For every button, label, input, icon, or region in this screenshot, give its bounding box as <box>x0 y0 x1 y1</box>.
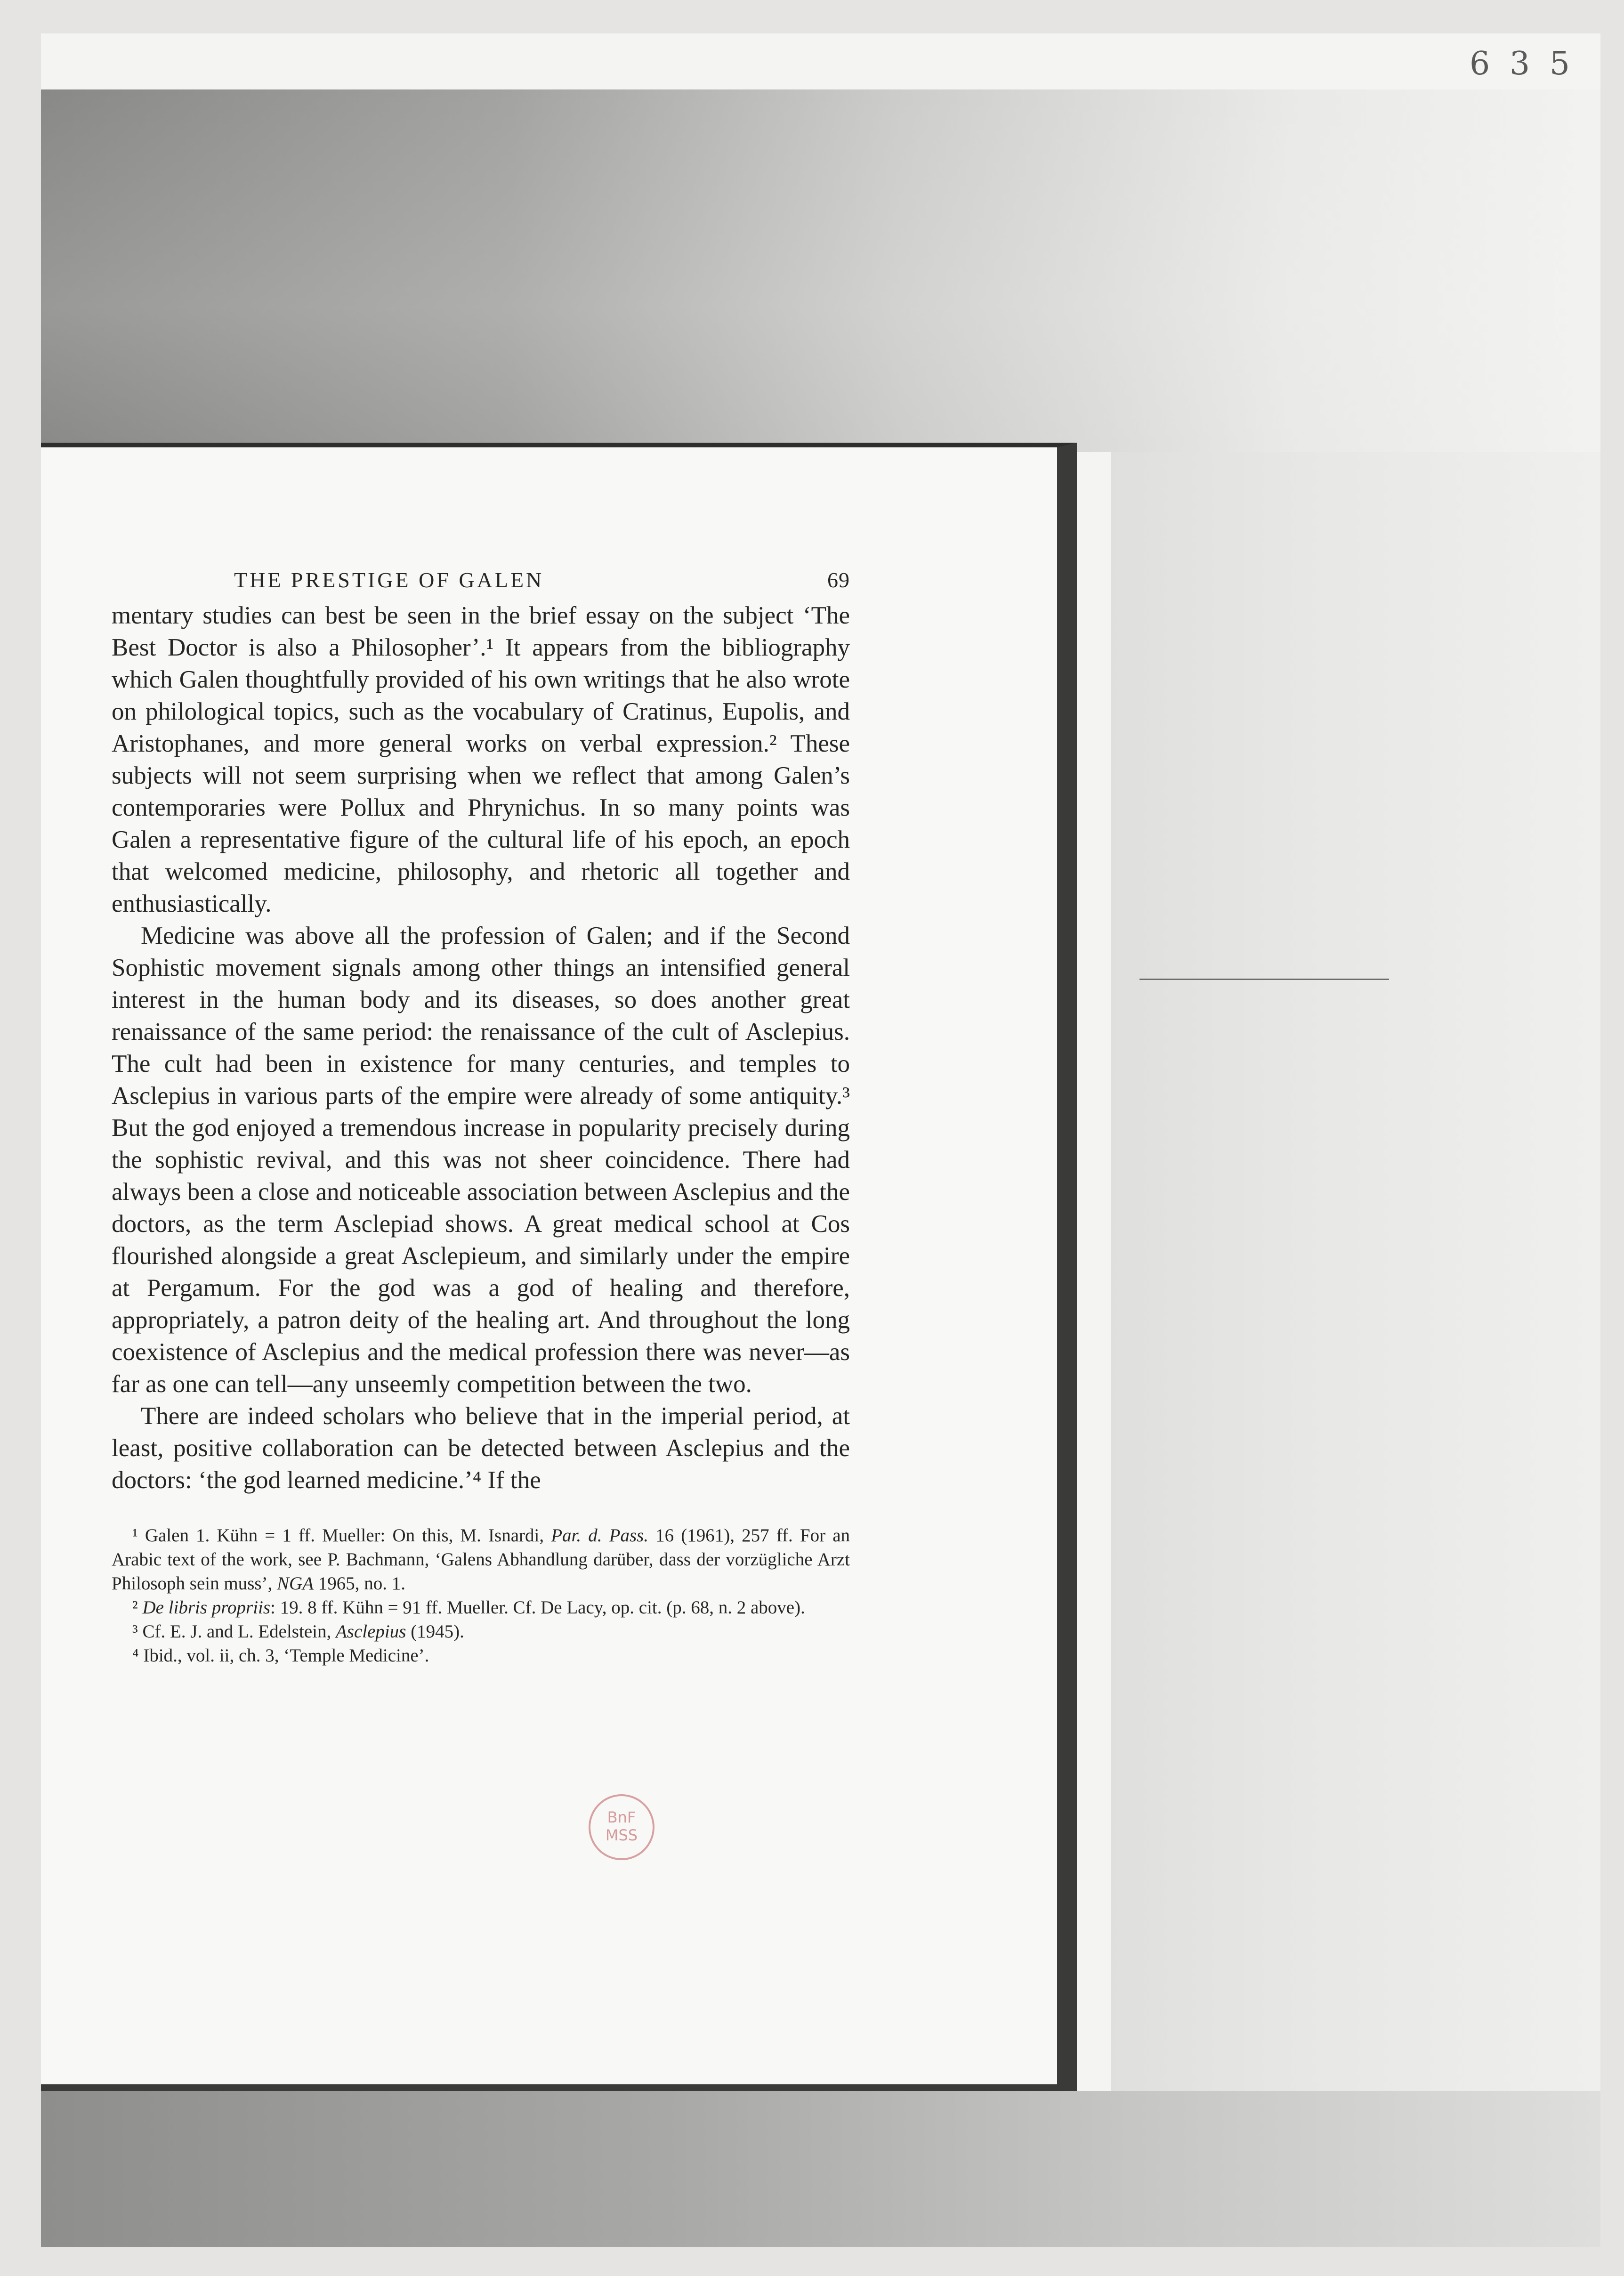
footnote-marker: ² <box>132 1597 138 1618</box>
footnote: ¹ Galen 1. Kühn = 1 ff. Mueller: On this, M. Isnardi, Par. d. Pass. 16 (1961), 257 ff. For an Arabic text of the work, see P. Bachmann, ‘Galens Abhandlung darüber, dass der vorzügliche Arzt Philosoph sein muss’, NGA 1965, no. 1. <box>112 1525 850 1594</box>
sheet-folio-number: 6 3 5 <box>1469 45 1575 82</box>
paragraph: There are indeed scholars who believe that in the imperial period, at least, positive collaboration can be detected between Asclepius and the doctors: ‘the god learned medicine.’⁴ If the <box>112 1402 850 1494</box>
running-head <box>234 567 850 596</box>
footnote-marker: ⁴ <box>132 1645 139 1666</box>
running-head-title: THE PRESTIGE OF GALEN <box>234 568 544 592</box>
footnote: ⁴ Ibid., vol. ii, ch. 3, ‘Temple Medicine’. <box>132 1645 429 1666</box>
paragraph: mentary studies can best be seen in the brief essay on the subject ‘The Best Doctor is also a Philosopher’.¹ It appears from the bibliography which Galen thoughtfully provided of his own writings that he also wrote on philological topics, such as the vocabulary of Cratinus, Eupolis, and Aristophanes, and more general works on verbal expression.² These subjects will not seem surprising when we reflect that among Galen’s contemporaries were Pollux and Phrynichus. In so many points was Galen a representative figure of the cultural life of his epoch, an epoch that welcomed medicine, philosophy, and rhetoric all together and enthusiastically. <box>112 602 850 917</box>
page-number: 69 <box>827 568 850 592</box>
footnote-marker: ¹ <box>132 1525 138 1546</box>
page-text-block <box>112 567 850 1668</box>
paragraph: Medicine was above all the profession of Galen; and if the Second Sophistic movement signals among other things an intensified general interest in the human body and its diseases, so does another great renaissance of the same period: the renaissance of the cult of Asclepius. The cult had been in existence for many centuries, and temples to Asclepius in various parts of the empire were already of some antiquity.³ But the god enjoyed a tremendous increase in popularity precisely during the sophistic revival, and this was not sheer coincidence. There had always been a close and noticeable association between Asclepius and the doctors, as the term Asclepiad shows. A great medical school at Cos flourished alongside a great Asclepieum, and similarly under the empire at Pergamum. For the god was a god of healing and therefore, appropriately, a patron deity of the healing art. And throughout the long coexistence of Asclepius and the medical profession there was never—as far as one can tell—any unseemly competition between the two. <box>112 922 850 1398</box>
library-stamp: BnF MSS <box>589 1794 654 1860</box>
footnote: ³ Cf. E. J. and L. Edelstein, Asclepius (1945). <box>132 1621 464 1642</box>
footnote-marker: ³ <box>132 1621 138 1642</box>
stray-rule <box>1139 979 1389 980</box>
scan-shadow-right <box>1111 452 1600 2091</box>
book-page <box>41 443 1077 2091</box>
scan-shadow-bottom <box>41 2091 1600 2247</box>
footnote: ² De libris propriis: 19. 8 ff. Kühn = 91 ff. Mueller. Cf. De Lacy, op. cit. (p. 68, n. 2 above). <box>132 1597 805 1618</box>
body-text <box>112 599 850 1496</box>
footnotes <box>112 1523 850 1668</box>
scan-shadow-top-fade <box>41 89 1600 452</box>
